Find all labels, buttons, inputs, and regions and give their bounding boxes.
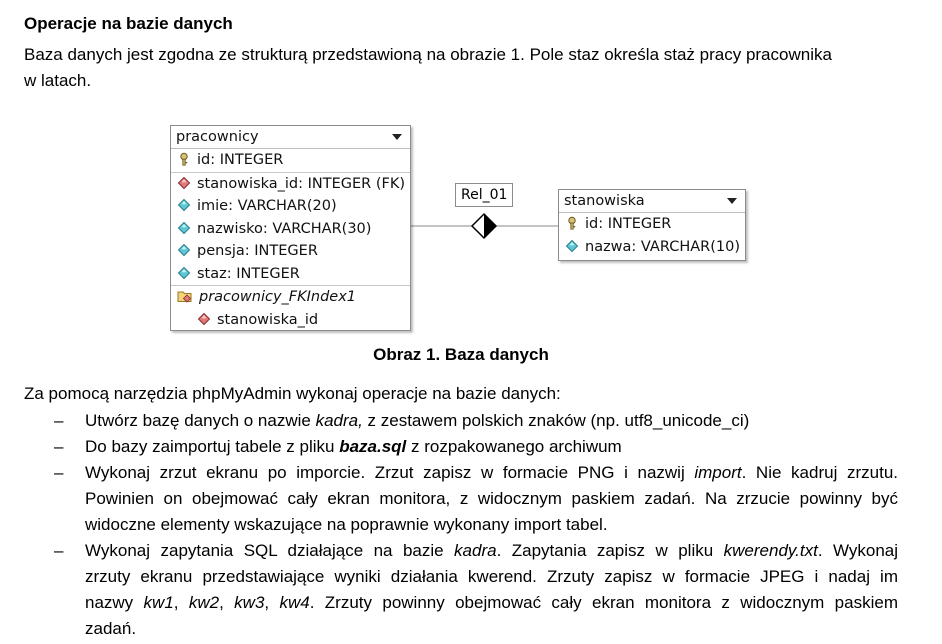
list-dash: – [54,411,64,430]
figure-caption: Obraz 1. Baza danych [373,345,549,364]
field-diamond-icon [177,221,191,235]
file-name: import [694,463,742,482]
entity-title: stanowiska [564,193,645,209]
relation-connector [408,208,560,244]
chevron-down-icon[interactable] [392,134,402,140]
list-text: , [264,593,280,612]
list-item [54,538,898,642]
field-row [559,213,745,236]
field-diamond-icon [177,243,191,257]
list-text: Do bazy zaimportuj tabele z pliku [85,437,340,456]
field-label: nazwa: VARCHAR(10) [585,238,740,255]
db-name: kadra, [315,411,363,430]
list-dash: – [54,541,64,560]
list-text: Wykonaj zapytania SQL działające na bazie [85,541,455,560]
field-row [171,263,410,286]
list-text: , [173,593,189,612]
field-label: imie: VARCHAR(20) [197,198,337,214]
entity-header[interactable] [171,126,410,149]
file-name: kwerendy.txt [723,541,818,560]
task-list [54,408,898,642]
list-text: . Zapytania zapisz w pliku [496,541,724,560]
key-icon [177,152,191,166]
relation-diamond-icon [472,214,496,238]
list-text: zrzuty ekranu przedstawiające wyniki działania kwerend. Zrzuty zapisz w formacie JPEG i nadaj im [85,567,898,586]
index-icon [177,289,193,303]
list-text: Powinien on obejmować cały ekran monitora, z widocznym paskiem zadań. Na zrzucie powinny być [85,489,898,508]
index-field-row [171,309,410,332]
list-text: nazwy [85,593,144,612]
field-row [171,149,410,172]
field-row [171,218,410,241]
field-label: stanowiska_id: INTEGER (FK) [197,175,406,192]
field-label: id: INTEGER [197,152,284,168]
intro-paragraph [24,42,908,94]
list-text: z zestawem polskich znaków (np. utf8_unicode_ci) [362,411,750,430]
list-text: Utwórz bazę danych o nazwie [85,411,316,430]
entity-pracownicy[interactable] [170,125,411,331]
field-label: staz: INTEGER [197,265,300,282]
field-label: id: INTEGER [585,216,672,232]
paragraph-line-1: Baza danych jest zgodna ze strukturą przedstawioną na obrazie 1. Pole staz określa staż pracy pracownika [24,45,832,64]
list-text: zadań. [85,619,137,638]
file-name: kw2 [188,593,220,612]
field-row [559,236,745,259]
field-label: pensja: INTEGER [197,243,318,259]
db-name: kadra [454,541,497,560]
list-text: . Wykonaj [817,541,899,560]
list-text: . Zrzuty powinny obejmować cały ekran monitora z widocznym paskiem [309,593,898,612]
list-text: widoczne elementy wskazujące na poprawnie wykonany import tabel. [85,515,608,534]
task-intro: Za pomocą narzędzia phpMyAdmin wykonaj operacje na bazie danych: [24,384,561,403]
list-item [54,460,898,538]
relation-label: Rel_01 [455,183,513,207]
list-item [54,434,898,460]
field-row [171,195,410,218]
entity-stanowiska[interactable] [558,189,746,261]
entity-header[interactable] [559,190,745,213]
list-text: . Nie kadruj zrzutu. [741,463,898,482]
list-item [54,408,898,434]
file-name: baza.sql [339,437,407,456]
entity-title: pracownicy [176,129,259,145]
field-diamond-icon [177,198,191,212]
field-diamond-icon [177,266,191,280]
list-dash: – [54,437,64,456]
field-row [171,240,410,263]
list-dash: – [54,463,64,482]
index-row [171,285,410,309]
section-heading: Operacje na bazie danych [24,14,233,33]
fk-diamond-icon [197,312,211,326]
index-name: pracownicy_FKIndex1 [199,289,357,305]
file-name: kw1 [143,593,174,612]
key-icon [565,216,579,230]
paragraph-line-2: w latach. [24,71,92,90]
field-label: nazwisko: VARCHAR(30) [197,220,372,237]
chevron-down-icon[interactable] [727,198,737,204]
fk-diamond-icon [177,176,191,190]
list-text: Wykonaj zrzut ekranu po imporcie. Zrzut zapisz w formacie PNG i nazwij [85,463,695,482]
field-diamond-icon [565,239,579,253]
list-text: , [219,593,235,612]
file-name: kw3 [234,593,265,612]
field-row [171,172,410,196]
list-text: z rozpakowanego archiwum [406,437,622,456]
index-field-label: stanowiska_id [217,311,319,328]
file-name: kw4 [279,593,310,612]
